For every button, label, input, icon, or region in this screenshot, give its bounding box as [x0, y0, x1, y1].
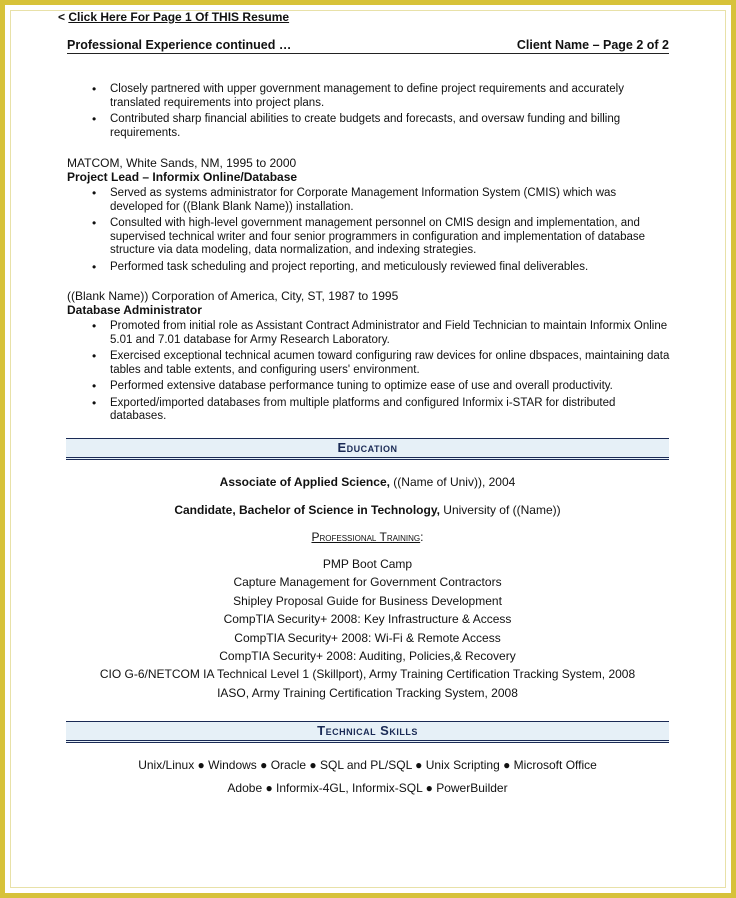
training-item: PMP Boot Camp [322, 557, 413, 571]
education-heading: Education [337, 440, 398, 455]
header-right: Client Name – Page 2 of 2 [516, 38, 669, 52]
job-company: ((Blank Name)) Corporation of America, City, ST, 1987 to 1995 [67, 289, 399, 303]
training-item: Shipley Proposal Guide for Business Development [233, 593, 502, 608]
job-matcom [67, 156, 297, 184]
list-item: • Served as systems administrator for Corporate Management Information System (CMIS) which was developed for ((Blank Blank Name)) installation. [92, 187, 672, 214]
back-arrow: < [58, 10, 69, 24]
job-corporation-bullets [92, 320, 672, 427]
degree-1-name: Associate of Applied Science, [219, 475, 390, 489]
header-left: Professional Experience continued … [67, 38, 292, 52]
list-item: • Exercised exceptional technical acumen toward configuring raw devices for online dbspaces, maintaining data tables and table extents, and configuring users' environment. [92, 350, 672, 377]
list-item: • Consulted with high-level government management personnel on CMIS design and implementation, and supervised technical writer and four senior programmers in configuration and implementation of database structure via data modeling, data normalization, and indexing strategies. [92, 217, 672, 258]
education-section-header [66, 438, 669, 460]
training-item: CompTIA Security+ 2008: Auditing, Policies,& Recovery [219, 649, 516, 664]
page-header [67, 38, 669, 54]
skills-section-header [66, 721, 669, 743]
list-item: • Performed extensive database performance tuning to optimize ease of use and overall productivity. [92, 380, 672, 394]
list-item: • Exported/imported databases from multiple platforms and configured Informix i-STAR for distributed databases. [92, 397, 672, 424]
job-corporation [67, 289, 398, 317]
job-title: Database Administrator [67, 303, 202, 317]
training-item: IASO, Army Training Certification Tracking System, 2008 [217, 685, 518, 700]
list-item: • Performed task scheduling and project reporting, and meticulously reviewed final deliverables. [92, 261, 672, 275]
degree-1-school: ((Name of Univ)), 2004 [389, 475, 516, 489]
degree-2-name: Candidate, Bachelor of Science in Technology, [174, 503, 440, 517]
training-heading-line [66, 528, 669, 546]
training-heading: Professional Training [311, 530, 421, 544]
degree-2-school: University of ((Name)) [439, 503, 561, 517]
training-list [66, 555, 669, 702]
job-title: Project Lead – Informix Online/Database [67, 170, 298, 184]
training-heading-colon: : [420, 530, 424, 544]
top-bullet-list [92, 83, 672, 143]
back-link-label: Click Here For Page 1 Of THIS Resume [68, 10, 290, 24]
job-company: MATCOM, White Sands, NM, 1995 to 2000 [67, 156, 297, 170]
training-item: CompTIA Security+ 2008: Key Infrastructure & Access [223, 612, 512, 627]
degree-1 [66, 473, 669, 491]
training-item: Capture Management for Government Contractors [233, 575, 502, 590]
training-item: CIO G-6/NETCOM IA Technical Level 1 (Skillport), Army Training Certification Tracking System, 2008 [99, 667, 636, 682]
skills-heading: Technical Skills [317, 723, 418, 738]
training-item: CompTIA Security+ 2008: Wi-Fi & Remote Access [234, 630, 501, 645]
list-item: • Promoted from initial role as Assistant Contract Administrator and Field Technician to maintain Informix Online 5.01 and 7.01 database for Army Research Laboratory. [92, 320, 672, 347]
skills-line-1: Unix/Linux ● Windows ● Oracle ● SQL and PL/SQL ● Unix Scripting ● Microsoft Office [138, 758, 597, 772]
list-item: • Closely partnered with upper government management to define project requirements and accurately translated requirements into project plans. [92, 83, 672, 110]
list-item: • Contributed sharp financial abilities to create budgets and forecasts, and oversaw funding and billing requirements. [92, 113, 672, 140]
skills-line-2: Adobe ● Informix-4GL, Informix-SQL ● PowerBuilder [227, 781, 508, 795]
back-to-page-1-link[interactable] [58, 10, 289, 24]
degree-2 [66, 501, 669, 519]
job-matcom-bullets [92, 187, 672, 277]
